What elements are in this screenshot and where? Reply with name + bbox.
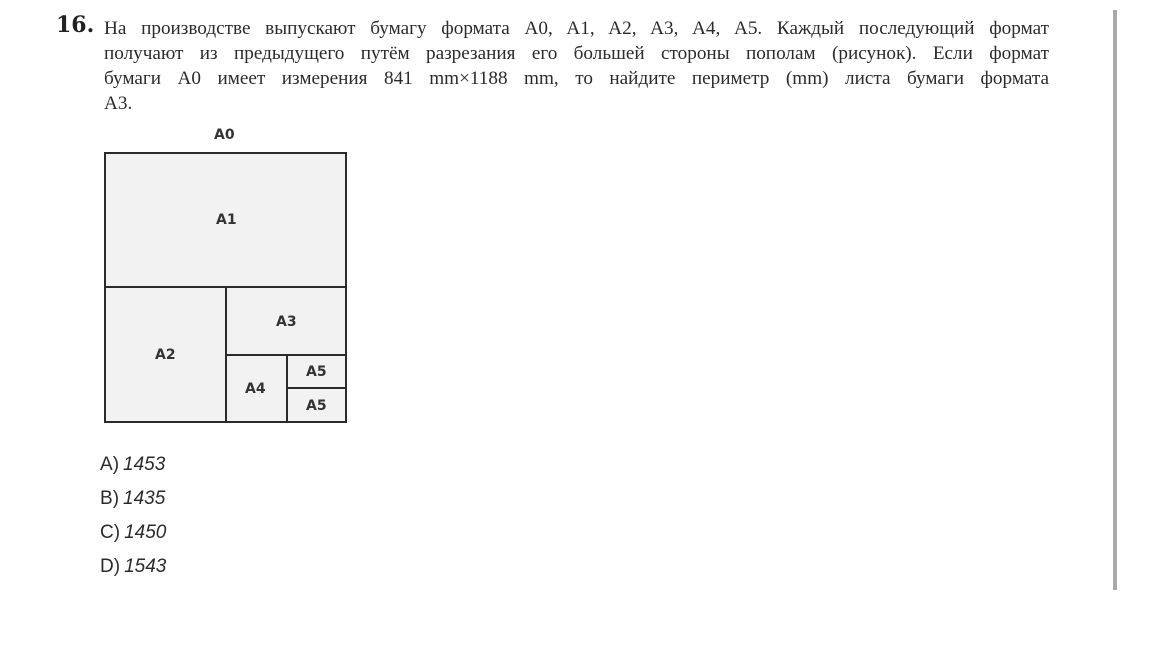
label-a1: A1	[216, 212, 237, 228]
label-a5-bottom: A5	[306, 398, 327, 414]
problem-number: 16.	[56, 12, 95, 38]
option-letter: A	[100, 454, 113, 475]
answer-option-d[interactable]: D) 1543	[100, 556, 167, 577]
answer-option-b[interactable]: B) 1435	[100, 488, 166, 509]
option-letter: C	[100, 522, 114, 543]
option-value: 1453	[123, 454, 166, 475]
cut-line-a5	[287, 387, 345, 389]
label-a5-top: A5	[306, 364, 327, 380]
option-letter: B	[100, 488, 113, 509]
page-edge-divider	[1113, 10, 1117, 590]
answer-options	[100, 452, 166, 588]
option-value: 1435	[123, 488, 166, 509]
paper-format-diagram	[104, 152, 347, 423]
label-a4: A4	[245, 381, 266, 397]
option-value: 1450	[124, 522, 167, 543]
option-letter: D	[100, 556, 114, 577]
label-a2: A2	[155, 347, 176, 363]
answer-option-c[interactable]: C) 1450	[100, 522, 167, 543]
label-a3: A3	[276, 314, 297, 330]
option-value: 1543	[124, 556, 167, 577]
diagram-title-a0: A0	[214, 127, 235, 143]
problem-statement	[104, 16, 1049, 116]
problem-text-line-4: A3.	[104, 93, 133, 114]
problem-text-line-1: На производстве выпускают бумагу формата A0, A1, A2, A3, A4, A5. Каждый последующий формат	[104, 18, 1049, 39]
problem-text-line-3: бумаги A0 имеет измерения 841 mm×1188 mm, то найдите периметр (mm) листа бумаги формата	[104, 68, 1049, 89]
answer-option-a[interactable]: A) 1453	[100, 454, 166, 475]
problem-text-line-2: получают из предыдущего путём разрезания его большей стороны пополам (рисунок). Если формат	[104, 43, 1049, 64]
